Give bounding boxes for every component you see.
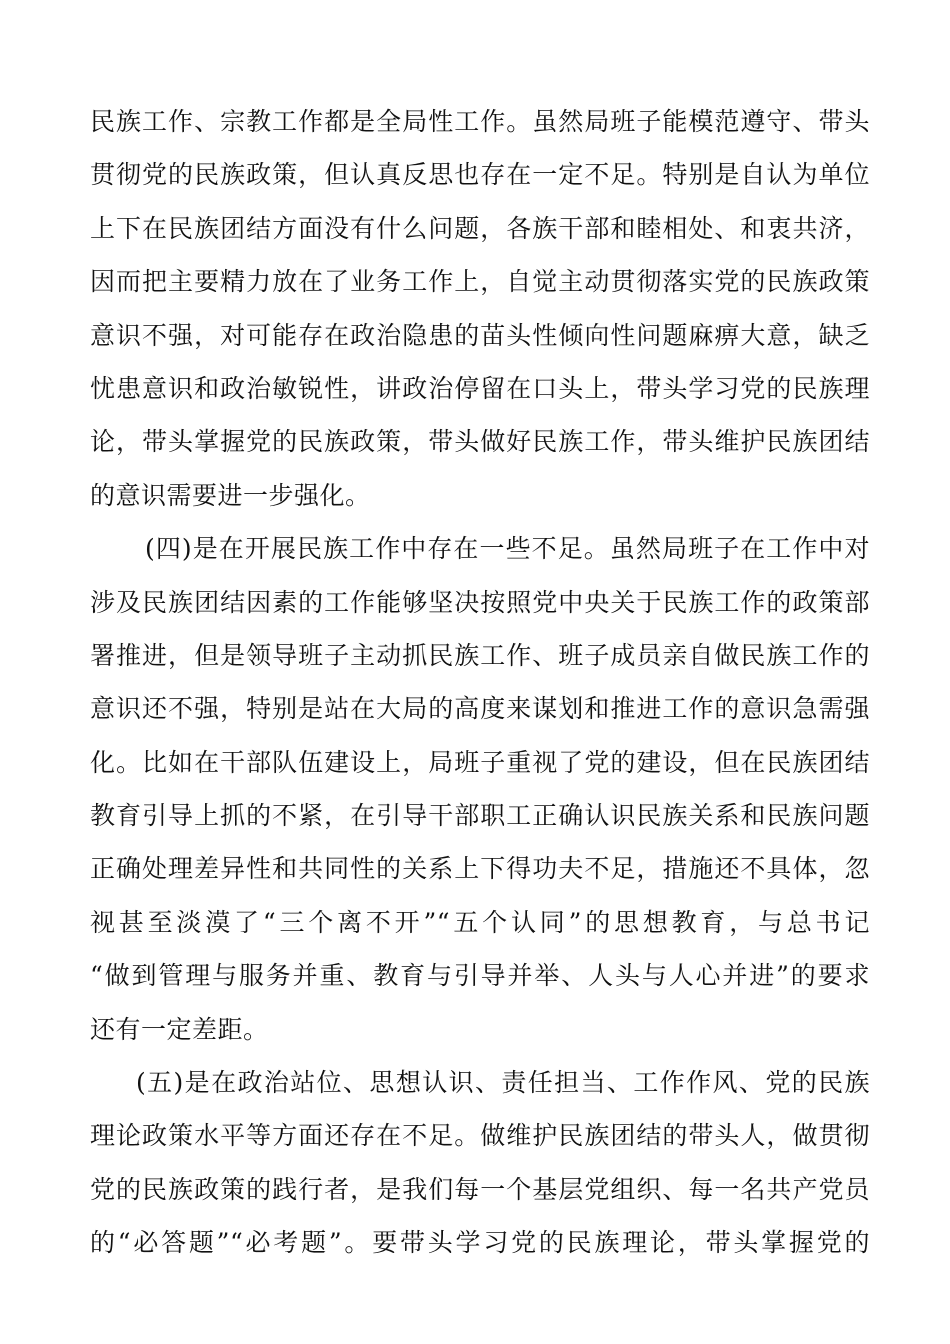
text-line: 上下在民族团结方面没有什么问题，各族干部和睦相处、和衷共济， <box>90 213 870 243</box>
text-line: 意识还不强，特别是站在大局的高度来谋划和推进工作的意识急需强 <box>90 694 870 724</box>
text-line: 意识不强，对可能存在政治隐患的苗头性倾向性问题麻痹大意，缺乏 <box>90 320 870 350</box>
paragraph-heading-5: (五)是在政治站位、思想认识、责任担当、工作作风、党的民族 <box>136 1068 870 1098</box>
text-line: 忧患意识和政治敏锐性，讲政治停留在口头上，带头学习党的民族理 <box>90 373 870 403</box>
text-line: “做到管理与服务并重、教育与引导并举、人头与人心并进”的要求 <box>90 961 870 991</box>
text-line: 因而把主要精力放在了业务工作上，自觉主动贯彻落实党的民族政策 <box>90 267 870 297</box>
text-line: 教育引导上抓的不紧，在引导干部职工正确认识民族关系和民族问题 <box>90 801 870 831</box>
text-line: 贯彻党的民族政策，但认真反思也存在一定不足。特别是自认为单位 <box>90 160 870 190</box>
text-line: 理论政策水平等方面还存在不足。做维护民族团结的带头人，做贯彻 <box>90 1121 870 1151</box>
text-line: 涉及民族团结因素的工作能够坚决按照党中央关于民族工作的政策部 <box>90 587 870 617</box>
text-line: 视甚至淡漠了“三个离不开”“五个认同”的思想教育，与总书记 <box>90 907 870 937</box>
text-line: 还有一定差距。 <box>90 1014 269 1044</box>
text-line: 党的民族政策的践行者，是我们每一个基层党组织、每一名共产党员 <box>90 1174 870 1204</box>
text-line: 民族工作、宗教工作都是全局性工作。虽然局班子能模范遵守、带头 <box>90 107 870 136</box>
paragraph-heading-4: (四)是在开展民族工作中存在一些不足。虽然局班子在工作中对 <box>145 534 870 564</box>
body-text <box>90 95 870 1270</box>
text-line: 的意识需要进一步强化。 <box>90 480 371 510</box>
text-line: 的“必答题”“必考题”。要带头学习党的民族理论，带头掌握党的 <box>90 1228 870 1258</box>
text-line: 化。比如在干部队伍建设上，局班子重视了党的建设，但在民族团结 <box>90 747 870 777</box>
text-line: 署推进，但是领导班子主动抓民族工作、班子成员亲自做民族工作的 <box>90 640 870 670</box>
text-line: 正确处理差异性和共同性的关系上下得功夫不足，措施还不具体，忽 <box>90 854 870 884</box>
text-line: 论，带头掌握党的民族政策，带头做好民族工作，带头维护民族团结 <box>90 427 870 457</box>
